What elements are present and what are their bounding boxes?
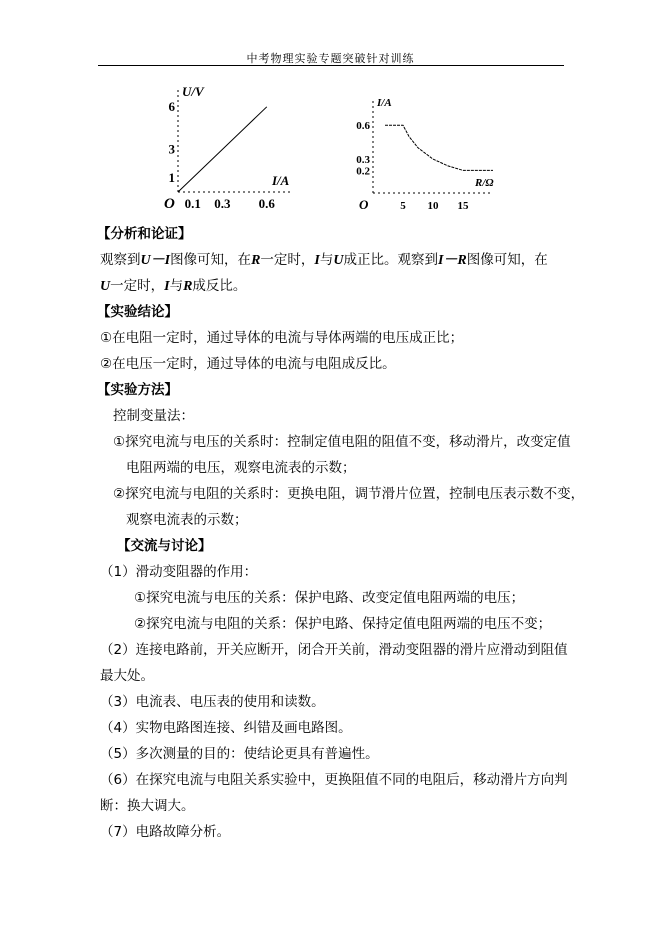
- var: I: [164, 279, 170, 294]
- discussion-line: 断：换大调大。: [100, 798, 195, 814]
- discussion-line: （6）在探究电流与电阻关系实验中，更换阻值不同的电阻后，移动滑片方向判: [100, 772, 568, 788]
- var: I: [314, 253, 320, 268]
- y-tick-label: 0.3: [356, 154, 370, 167]
- method-item: ①探究电流与电压的关系时：控制定值电阻的阻值不变，移动滑片，改变定值: [113, 434, 571, 450]
- var: I－R: [437, 253, 467, 268]
- text: 图像可知，在: [170, 252, 252, 268]
- text: 与: [319, 252, 334, 268]
- x-tick-label: 10: [427, 200, 439, 212]
- x-tick-label: 15: [457, 200, 469, 212]
- text: 与: [169, 278, 184, 294]
- analysis-line-1: [100, 251, 548, 270]
- discussion-line: （5）多次测量的目的：使结论更具有普遍性。: [100, 746, 379, 762]
- u-i-graph: [164, 84, 290, 212]
- discussion-line: （4）实物电路图连接、纠错及画电路图。: [100, 720, 352, 736]
- var: U: [100, 279, 111, 294]
- x-tick-label: 5: [400, 200, 406, 212]
- x-axis-label: I/A: [272, 173, 290, 188]
- origin-label: O: [164, 196, 175, 212]
- origin-label: O: [359, 197, 369, 212]
- y-tick-label: 0.2: [356, 165, 370, 178]
- discussion-line: ①探究电流与电压的关系：保护电路、改变定值电阻两端的电压；: [134, 590, 525, 606]
- data-line: [178, 107, 267, 192]
- analysis-line-2: [100, 277, 246, 296]
- method-heading: 【实验方法】: [97, 382, 178, 398]
- y-axis-label: I/A: [377, 97, 392, 109]
- conclusion-item: ②在电压一定时，通过导体的电流与电阻成反比。: [100, 356, 396, 372]
- method-intro: 控制变量法：: [113, 408, 194, 424]
- text: 一定时，: [260, 252, 315, 268]
- method-item: 电阻两端的电压，观察电流表的示数；: [126, 460, 356, 476]
- discussion-line: （7）电路故障分析。: [100, 824, 231, 840]
- var: U－I: [140, 253, 171, 268]
- text: 观察到: [100, 252, 141, 268]
- discussion-line: ②探究电流与电阻的关系：保护电路、保持定值电阻两端的电压不变；: [134, 616, 552, 632]
- y-tick-label: 1: [168, 169, 175, 185]
- var: R: [183, 279, 193, 294]
- conclusion-item: ①在电阻一定时，通过导体的电流与导体两端的电压成正比；: [100, 330, 464, 346]
- var: U: [333, 253, 344, 268]
- x-axis-label: R/Ω: [475, 177, 494, 189]
- discussion-line: （3）电流表、电压表的使用和读数。: [100, 694, 325, 710]
- x-tick-label: 0.1: [184, 196, 201, 211]
- y-tick-label: 0.6: [356, 120, 370, 133]
- text: 成正比。观察到: [343, 252, 438, 268]
- discussion-heading: 【交流与讨论】: [117, 538, 212, 554]
- y-axis-label: U/V: [182, 84, 204, 99]
- text: 一定时，: [110, 278, 165, 294]
- text: 图像可知，在: [466, 252, 548, 268]
- discussion-line: 最大处。: [100, 668, 154, 684]
- text: 成反比。: [192, 278, 247, 294]
- i-r-graph: [356, 97, 494, 212]
- x-tick-label: 0.3: [214, 196, 231, 211]
- method-item: ②探究电流与电阻的关系时：更换电阻，调节滑片位置，控制电压表示数不变，: [113, 486, 585, 502]
- conclusion-heading: 【实验结论】: [97, 304, 178, 320]
- graphs: [0, 0, 661, 220]
- var: R: [251, 253, 261, 268]
- y-tick-label: 3: [168, 141, 175, 157]
- discussion-line: （2）连接电路前，开关应断开，闭合开关前，滑动变阻器的滑片应滑动到阻值: [100, 642, 568, 658]
- analysis-heading: 【分析和论证】: [97, 226, 192, 242]
- data-line: [385, 125, 493, 170]
- discussion-line: （1）滑动变阻器的作用：: [100, 564, 258, 580]
- y-tick-label: 6: [168, 98, 175, 114]
- page-header: 中考物理实验专题突破针对训练: [246, 52, 415, 65]
- x-tick-label: 0.6: [258, 196, 275, 211]
- method-item: 观察电流表的示数；: [126, 512, 248, 528]
